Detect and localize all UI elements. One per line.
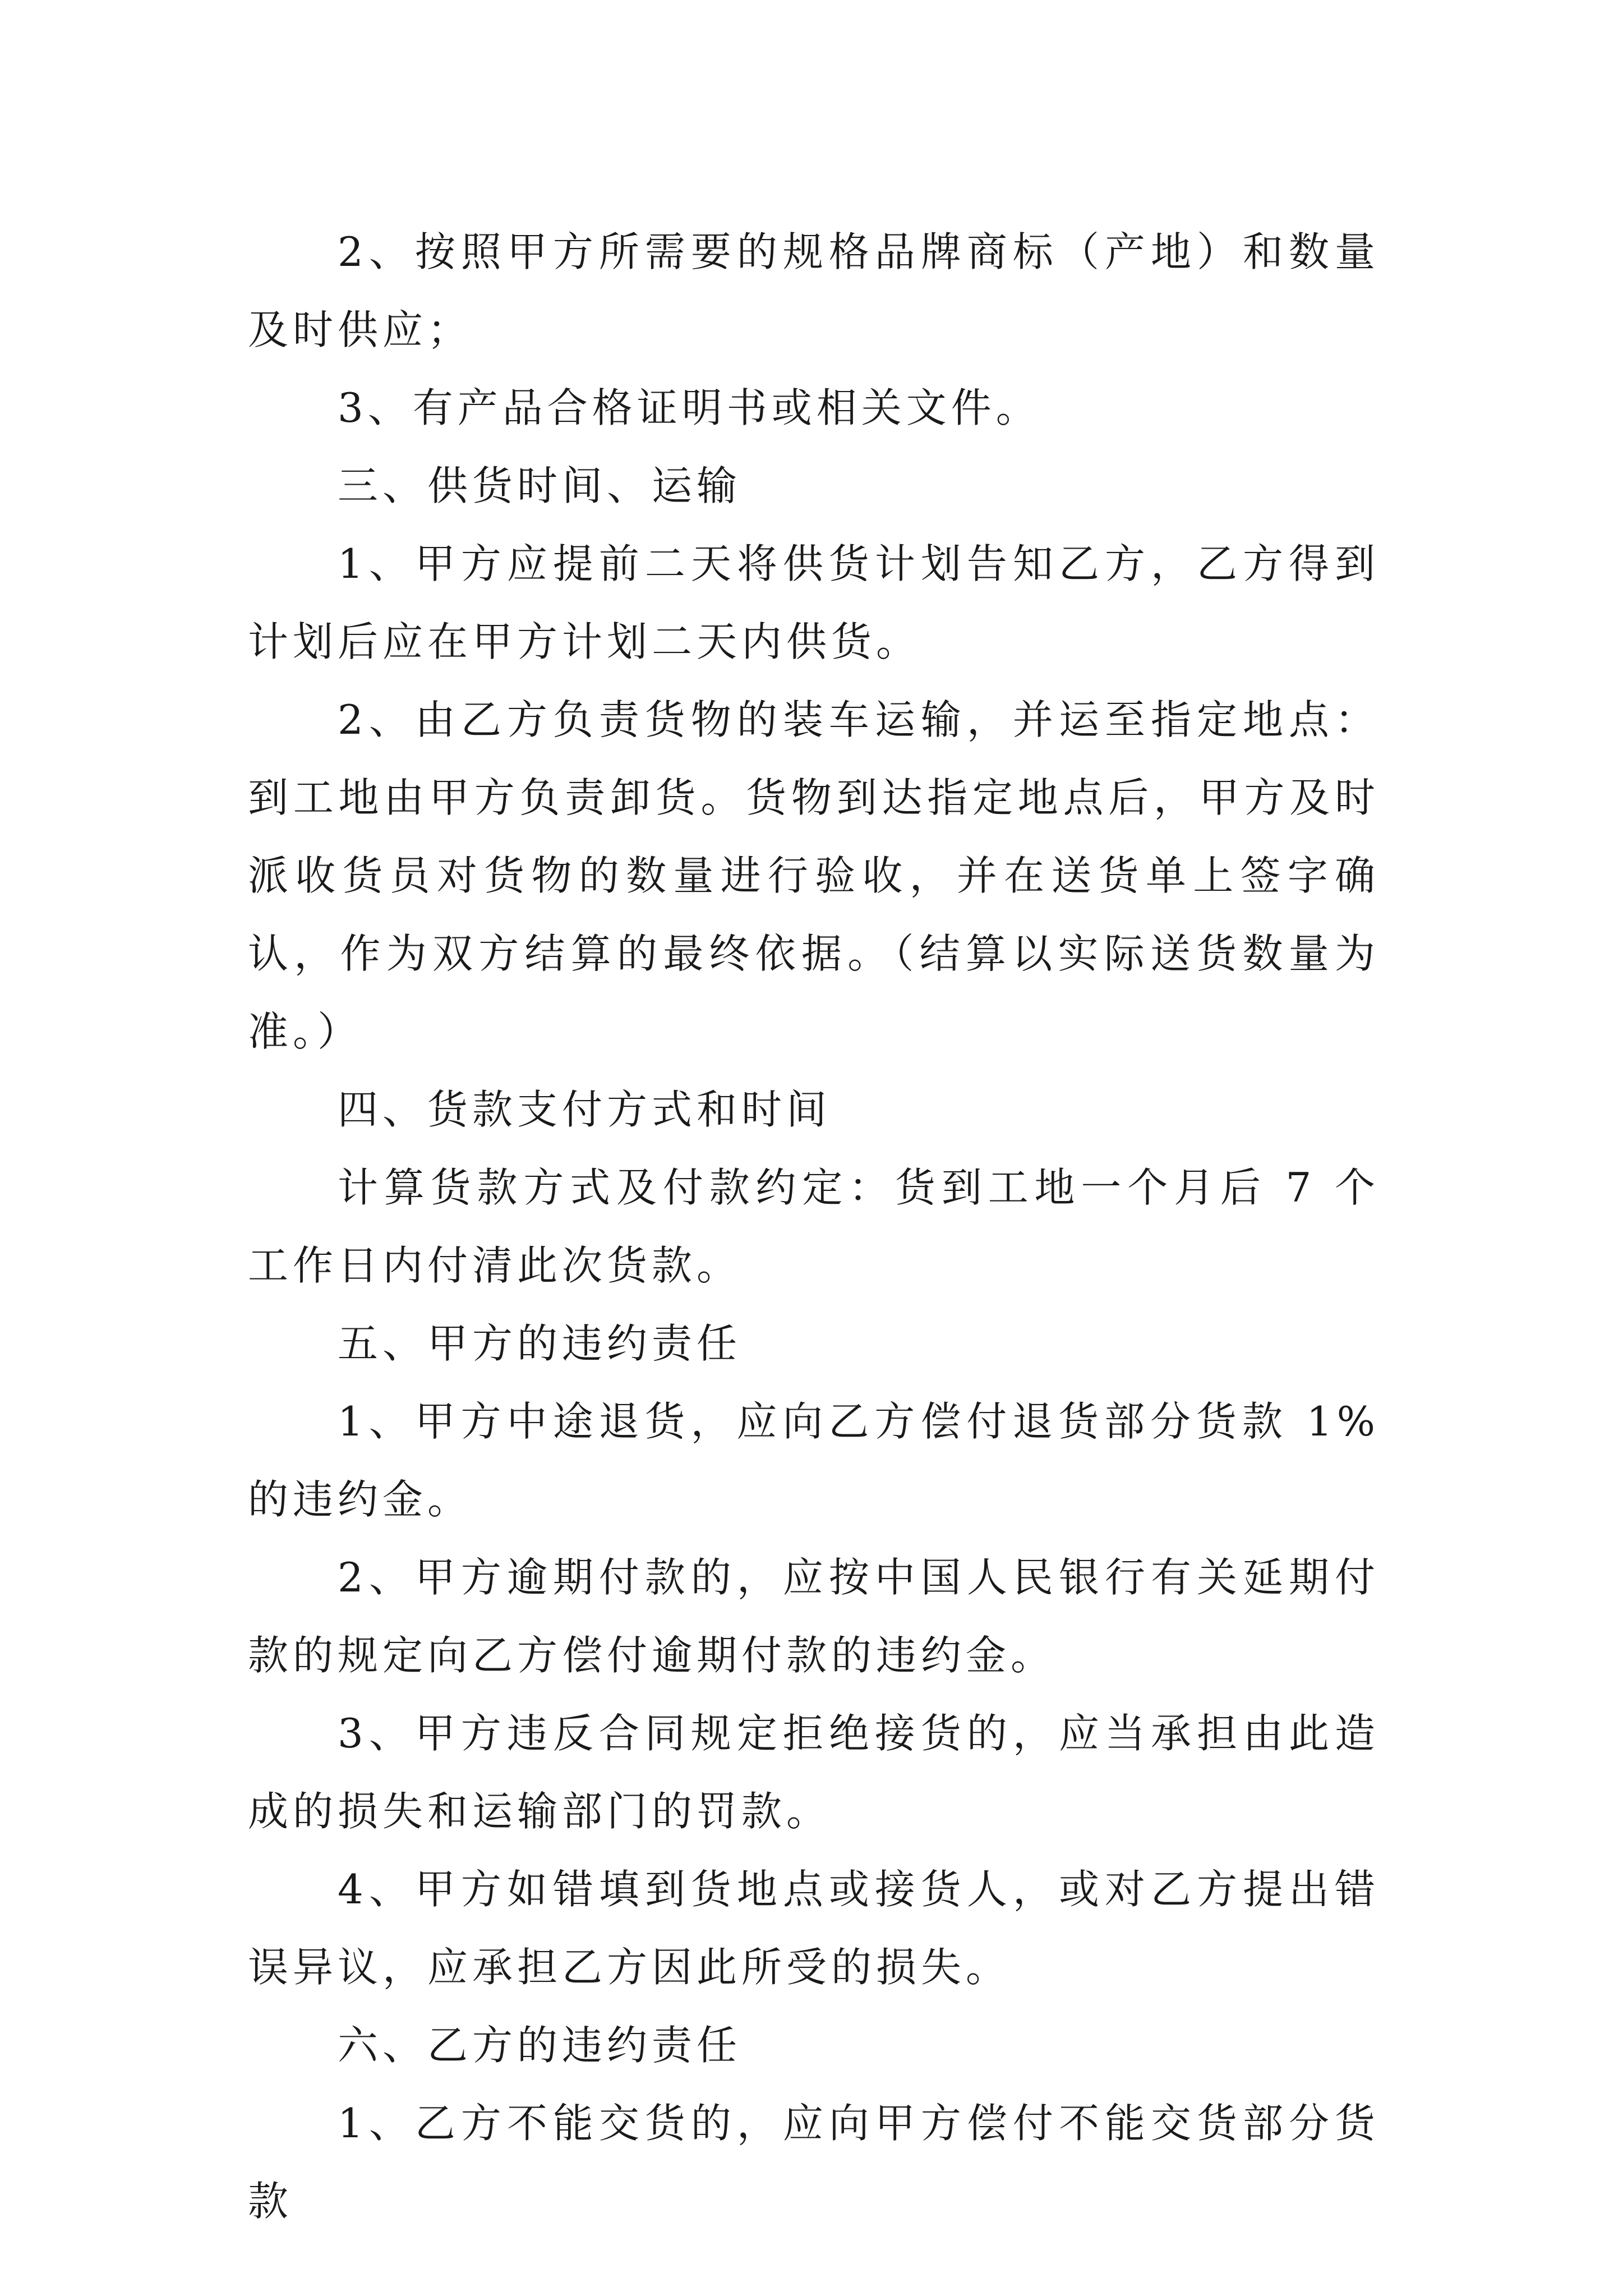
clause-certificate: 3、有产品合格证明书或相关文件。: [338, 384, 1041, 431]
clause-party-b-no-delivery: 1、乙方不能交货的，应向甲方偿付不能交货部分货款: [248, 2100, 1380, 2225]
section-heading-party-a-liability: 五、甲方的违约责任: [338, 1320, 742, 1367]
clause-party-a-wrong-info: 4、甲方如错填到货地点或接货人，或对乙方提出错误异议，应承担乙方因此所受的损失。: [248, 1866, 1380, 1991]
clause-supply-spec: 2、按照甲方所需要的规格品牌商标（产地）和数量及时供应；: [248, 228, 1380, 353]
document-body: [248, 213, 1380, 2240]
clause-party-a-refusal: 3、甲方违反合同规定拒绝接货的，应当承担由此造成的损失和运输部门的罚款。: [248, 1710, 1380, 1835]
section-heading-delivery: 三、供货时间、运输: [338, 462, 742, 509]
clause-transport: 2、由乙方负责货物的装车运输，并运至指定地点：到工地由甲方负责卸货。货物到达指定地点后，甲方及时派收货员对货物的数量进行验收，并在送货单上签字确认，作为双方结算的最终依据。（结算以实际送货数量为准。）: [248, 696, 1380, 1055]
clause-party-a-return: 1、甲方中途退货，应向乙方偿付退货部分货款 1%的违约金。: [248, 1398, 1380, 1523]
section-heading-payment: 四、货款支付方式和时间: [338, 1086, 832, 1133]
section-heading-party-b-liability: 六、乙方的违约责任: [338, 2022, 742, 2069]
clause-delivery-plan: 1、甲方应提前二天将供货计划告知乙方，乙方得到计划后应在甲方计划二天内供货。: [248, 540, 1380, 665]
clause-payment-terms: 计算货款方式及付款约定：货到工地一个月后 7 个工作日内付清此次货款。: [248, 1164, 1380, 1289]
clause-party-a-late-payment: 2、甲方逾期付款的，应按中国人民银行有关延期付款的规定向乙方偿付逾期付款的违约金。: [248, 1554, 1380, 1679]
